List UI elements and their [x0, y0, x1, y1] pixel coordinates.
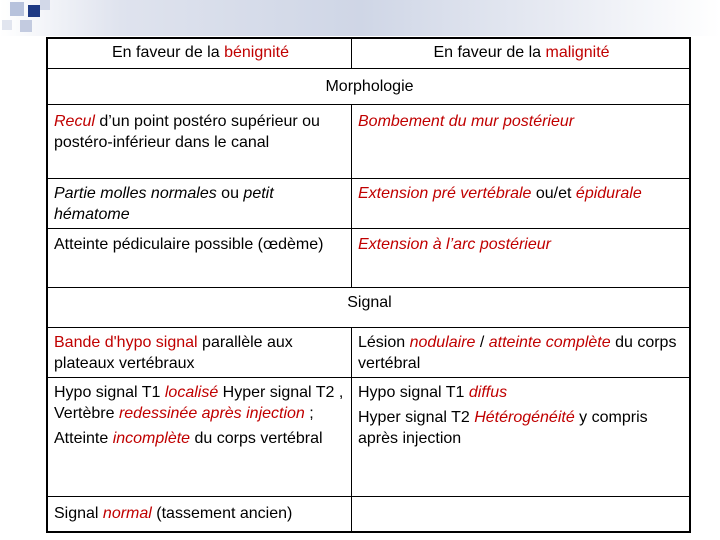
decorative-square	[2, 20, 12, 30]
text-segment: normal	[102, 505, 152, 522]
morph-row3-malign	[352, 234, 689, 255]
text-segment: Partie molles normales	[54, 185, 217, 202]
signal-row2-benign	[48, 382, 351, 449]
row-divider	[48, 68, 689, 69]
text-segment: Signal	[54, 505, 103, 522]
text-paragraph	[54, 382, 347, 424]
text-segment: diffus	[468, 384, 508, 401]
row-divider	[48, 327, 689, 328]
text-segment: localisé	[164, 384, 219, 401]
morph-row1-malign	[352, 111, 689, 132]
text-segment: Bande d'hypo signal	[54, 334, 198, 351]
morph-row3-benign	[48, 234, 351, 255]
text-segment: incomplète	[112, 430, 191, 447]
row-divider	[48, 496, 689, 497]
header-malign-prefix: En faveur de la	[433, 44, 546, 61]
text-segment: ou/et	[531, 185, 576, 202]
morph-row1-benign	[48, 111, 351, 153]
header-malign	[352, 43, 689, 63]
signal-row3-benign	[48, 503, 351, 524]
comparison-table	[46, 37, 691, 533]
signal-row2-malign	[352, 382, 689, 449]
text-segment: parallèle aux plateaux vertébraux	[54, 334, 293, 372]
text-segment: Recul	[54, 113, 95, 130]
signal-row1-benign	[48, 332, 351, 374]
text-segment: ou	[216, 185, 244, 202]
morph-row2-malign	[352, 183, 689, 204]
text-segment: Hypo signal T1	[358, 384, 469, 401]
text-segment: Hétérogénéité	[474, 409, 575, 426]
decorative-square	[20, 20, 32, 32]
row-divider	[48, 178, 689, 179]
text-segment: Atteinte	[54, 430, 113, 447]
row-divider	[48, 287, 689, 288]
text-segment: Extension à l’arc postérieur	[358, 236, 551, 253]
header-benign-prefix: En faveur de la	[111, 44, 225, 61]
text-segment: petit hématome	[54, 185, 274, 223]
decorative-square	[40, 0, 50, 10]
text-segment: (tassement ancien)	[151, 505, 293, 522]
text-segment: Bombement du mur postérieur	[358, 113, 575, 130]
text-segment: Hyper signal T2 , Vertèbre	[54, 384, 344, 422]
signal-row1-malign	[352, 332, 689, 374]
header-malign-word: malignité	[545, 44, 610, 61]
text-segment: du corps vertébral	[358, 334, 677, 372]
text-segment: redessinée après injection	[118, 405, 305, 422]
decorative-square	[10, 2, 24, 16]
header-benign-word: bénignité	[224, 44, 290, 61]
morph-row2-benign	[48, 183, 351, 225]
text-paragraph	[358, 382, 685, 403]
row-divider	[48, 228, 689, 229]
text-paragraph	[358, 407, 685, 449]
text-segment: Extension pré vertébrale	[358, 185, 532, 202]
text-segment: Hyper signal T2	[358, 409, 475, 426]
header-benign	[48, 43, 351, 63]
text-segment: nodulaire	[409, 334, 476, 351]
section-signal: Signal	[347, 294, 392, 311]
text-segment: Hypo signal T1	[54, 384, 165, 401]
text-segment: d’un point postéro supérieur ou postéro-inférieur dans le canal	[54, 113, 320, 151]
text-segment: /	[475, 334, 489, 351]
text-segment: y compris après injection	[358, 409, 648, 447]
row-divider	[48, 377, 689, 378]
section-morphology: Morphologie	[325, 78, 414, 95]
decorative-header-band	[0, 0, 720, 36]
text-segment: Atteinte pédiculaire possible (œdème)	[54, 236, 324, 253]
decorative-square	[28, 5, 40, 17]
text-segment: atteinte complète	[488, 334, 611, 351]
text-segment: du corps vertébral	[190, 430, 323, 447]
row-divider	[48, 104, 689, 105]
text-segment: épidurale	[575, 185, 642, 202]
text-paragraph	[54, 428, 347, 449]
text-segment: ;	[304, 405, 314, 422]
text-segment: Lésion	[358, 334, 410, 351]
